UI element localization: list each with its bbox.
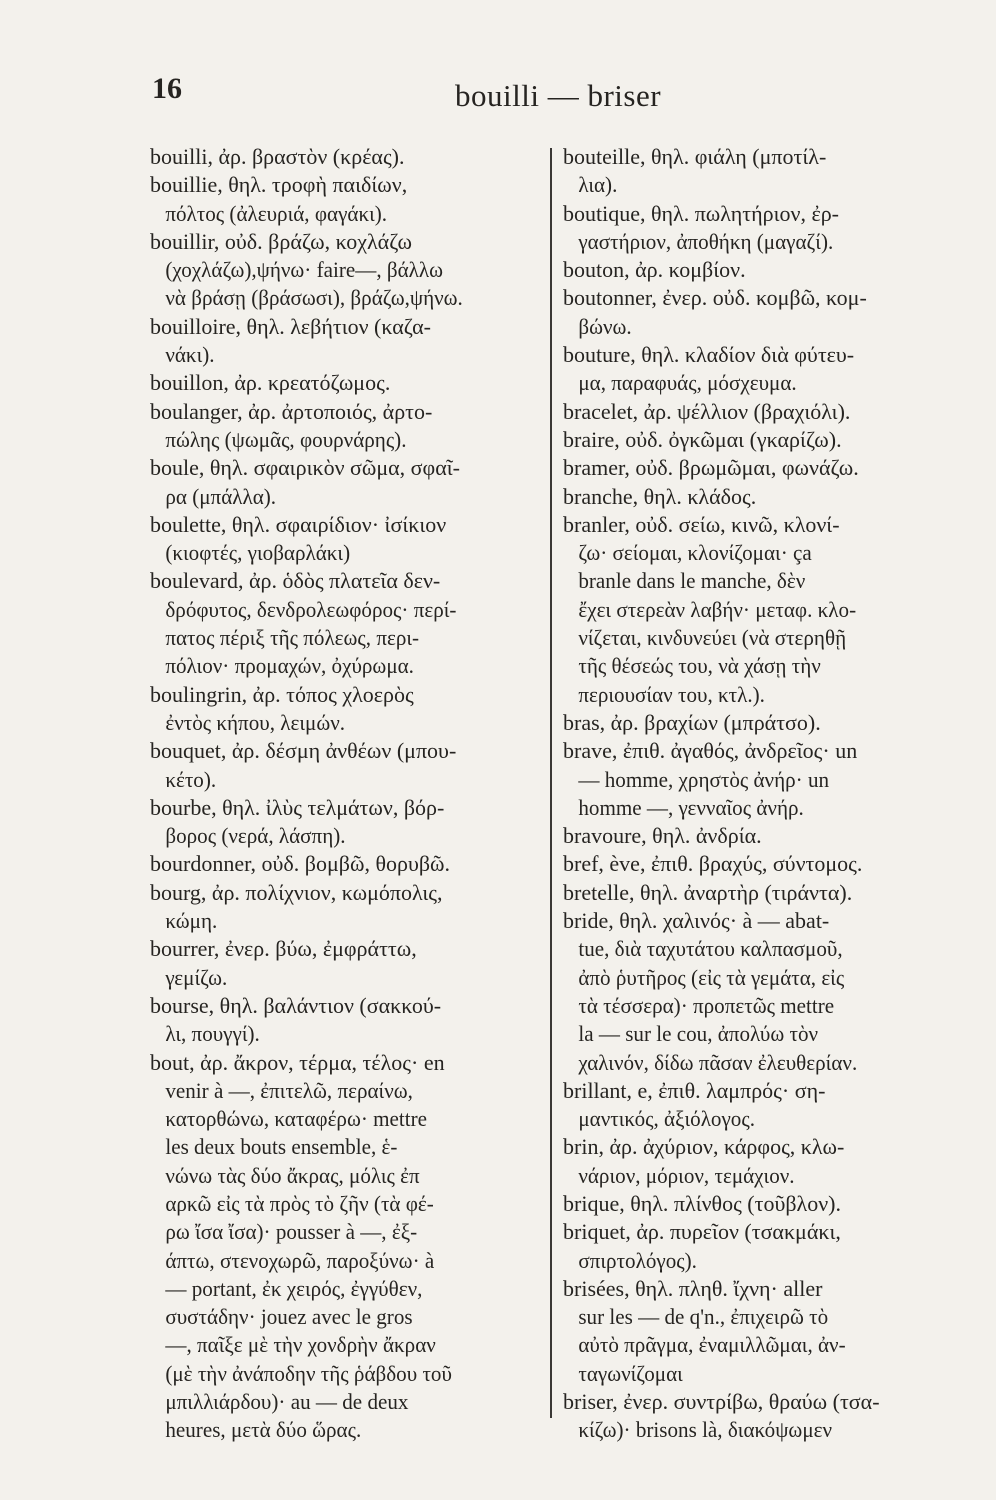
entry-headline: bref, ève, ἐπιθ. βραχύς, σύντομος.: [563, 851, 863, 877]
entry-continuation: μα, παραφυάς, μόσχευμα.: [578, 370, 797, 396]
entry-headline: bracelet, ἀρ. ψέλλιον (βραχιόλι).: [563, 398, 851, 424]
entry-continuation: αὐτὸ πρᾶγμα, ἐναμιλλῶμαι, ἀν-: [578, 1332, 846, 1358]
entry-headline: bras, ἀρ. βραχίων (μπράτσο).: [563, 709, 821, 735]
entry-headline: brin, ἀρ. ἀχύριον, κάρφος, κλω-: [563, 1134, 845, 1160]
entry-continuation: ἀπὸ ῥυτῆρος (εἰς τὰ γεμάτα, εἰς: [578, 964, 845, 990]
dictionary-entry: [563, 907, 953, 1077]
entry-headline: brillant, e, ἐπιθ. λαμπρός· ση-: [563, 1077, 826, 1103]
entry-continuation: branle dans le manche, δὲν: [578, 568, 806, 594]
dictionary-entry: [563, 284, 953, 341]
entry-headline: bouteille, θηλ. φιάλη (μποτίλ-: [563, 144, 827, 169]
entry-continuation: (μὲ τὴν ἀνάποδην τῆς ῥάβδου τοῦ: [165, 1360, 452, 1386]
dictionary-entry: [563, 737, 953, 822]
entry-headline: bouillir, οὐδ. βράζω, κοχλάζω: [150, 228, 413, 254]
entry-continuation: ζω· σείομαι, κλονίζομαι· ça: [578, 540, 812, 566]
entry-continuation: νάκι).: [165, 342, 215, 368]
entry-headline: branler, οὐδ. σείω, κινῶ, κλονί-: [563, 511, 840, 537]
entry-continuation: les deux bouts ensemble, ἑ-: [165, 1134, 398, 1160]
entry-headline: bouillon, ἀρ. κρεατόζωμος.: [150, 370, 391, 396]
dictionary-entry: [150, 992, 540, 1049]
running-head: bouilli — briser: [455, 78, 662, 113]
dictionary-entry: [563, 1133, 953, 1190]
entry-headline: boulanger, ἀρ. ἀρτοποιός, ἀρτο-: [150, 398, 433, 424]
entry-continuation: γεμίζω.: [165, 964, 228, 990]
entry-continuation: heures, μετὰ δύο ὥρας.: [165, 1417, 362, 1443]
entry-headline: bouture, θηλ. κλαδίον διὰ φύτευ-: [563, 342, 855, 368]
entry-headline: bouillie, θηλ. τροφὴ παιδίων,: [150, 172, 408, 198]
entry-headline: briquet, ἀρ. πυρεῖον (τσακμάκι,: [563, 1219, 841, 1245]
right-column: [563, 143, 953, 1445]
dictionary-entry: [150, 1049, 540, 1445]
entry-continuation: περιουσίαν του, κτλ.).: [578, 681, 765, 707]
entry-headline: bourse, θηλ. βαλάντιον (σακκού-: [150, 992, 442, 1018]
dictionary-entry: [563, 341, 953, 398]
dictionary-entry: [150, 567, 540, 680]
entry-headline: bravoure, θηλ. ἀνδρία.: [563, 823, 762, 849]
entry-continuation: πώλης (ψωμᾶς, φουρνάρης).: [165, 426, 407, 452]
entry-continuation: πατος πέριξ τῆς πόλεως, περι-: [165, 625, 420, 651]
page-number: 16: [152, 72, 182, 105]
dictionary-entry: [150, 369, 540, 397]
entry-continuation: νὰ βράσῃ (βράσωσι), βράζω,ψήνω.: [165, 285, 463, 311]
entry-continuation: νάριον, μόριον, τεμάχιον.: [578, 1162, 795, 1188]
entry-headline: bourbe, θηλ. ἰλὺς τελμάτων, βόρ-: [150, 794, 445, 820]
entry-continuation: βορος (νερά, λάσπη).: [165, 823, 346, 849]
dictionary-entry: [563, 426, 953, 454]
entry-headline: bouilli, ἀρ. βραστὸν (κρέας).: [150, 144, 405, 169]
entry-continuation: συστάδην· jouez avec le gros: [165, 1304, 413, 1330]
column-divider: [550, 148, 552, 1418]
entry-headline: bouton, ἀρ. κομβίον.: [563, 257, 746, 283]
dictionary-entry: [150, 737, 540, 794]
entry-headline: brave, ἐπιθ. ἀγαθός, ἀνδρεῖος· un: [563, 738, 858, 764]
dictionary-entry: [563, 850, 953, 878]
entry-continuation: sur les — de q'n., ἐπιχειρῶ τὸ: [578, 1304, 829, 1330]
dictionary-entry: [563, 143, 953, 200]
entry-headline: bourdonner, οὐδ. βομβῶ, θορυβῶ.: [150, 851, 451, 877]
entry-continuation: (χοχλάζω),ψήνω· faire—, βάλλω: [165, 257, 444, 283]
entry-continuation: λι, πουγγί).: [165, 1021, 260, 1047]
dictionary-entry: [150, 228, 540, 313]
dictionary-entry: [150, 143, 540, 171]
entry-headline: boulette, θηλ. σφαιρίδιον· ἰσίκιον: [150, 511, 447, 537]
entry-headline: boutonner, ἐνερ. οὐδ. κομβῶ, κομ-: [563, 285, 867, 311]
dictionary-entry: [563, 200, 953, 257]
entry-continuation: κώμη.: [165, 908, 218, 934]
entry-continuation: κατορθώνω, καταφέρω· mettre: [165, 1106, 428, 1132]
dictionary-entry: [563, 483, 953, 511]
entry-headline: bretelle, θηλ. ἀναρτὴρ (τιράντα).: [563, 879, 853, 905]
entry-continuation: (κιοφτές, γιοβαρλάκι): [165, 540, 351, 566]
entry-continuation: κίζω)· brisons là, διακόψωμεν: [578, 1417, 833, 1443]
dictionary-entry: [150, 879, 540, 936]
dictionary-entry: [563, 454, 953, 482]
entry-continuation: πόλιον· προμαχών, ὀχύρωμα.: [165, 653, 414, 679]
entry-continuation: μαντικός, ἀξιόλογος.: [578, 1106, 755, 1132]
entry-continuation: γαστήριον, ἀποθήκη (μαγαζί).: [578, 228, 834, 254]
dictionary-entry: [563, 511, 953, 709]
dictionary-entry: [150, 313, 540, 370]
entry-continuation: νώνω τὰς δύο ἄκρας, μόλις ἐπ: [165, 1162, 420, 1188]
dictionary-entry: [563, 1190, 953, 1218]
entry-continuation: —, παῖξε μὲ τὴν χονδρὴν ἄκραν: [165, 1332, 436, 1358]
entry-continuation: χαλινόν, δίδω πᾶσαν ἐλευθερίαν.: [578, 1049, 858, 1075]
entry-continuation: αρκῶ εἰς τὰ πρὸς τὸ ζῆν (τὰ φέ-: [165, 1190, 434, 1216]
dictionary-entry: [150, 681, 540, 738]
entry-continuation: ρα (μπάλλα).: [165, 483, 277, 509]
left-column: [150, 143, 540, 1445]
dictionary-entry: [563, 256, 953, 284]
entry-continuation: κέτο).: [165, 766, 217, 792]
dictionary-entry: [563, 1388, 953, 1445]
entry-headline: bramer, οὐδ. βρωμῶμαι, φωνάζω.: [563, 455, 859, 481]
entry-headline: bouquet, ἀρ. δέσμη ἀνθέων (μπου-: [150, 738, 457, 764]
dictionary-entry: [563, 1218, 953, 1275]
dictionary-entry: [563, 398, 953, 426]
dictionary-entry: [150, 935, 540, 992]
dictionary-entry: [563, 709, 953, 737]
entry-headline: briser, ἐνερ. συντρίβω, θραύω (τσα-: [563, 1389, 880, 1415]
entry-continuation: δρόφυτος, δενδρολεωφόρος· περί-: [165, 596, 457, 622]
dictionary-entry: [150, 794, 540, 851]
dictionary-entry: [150, 398, 540, 455]
entry-headline: branche, θηλ. κλάδος.: [563, 483, 757, 509]
entry-continuation: τὰ τέσσερα)· προπετῶς mettre: [578, 992, 835, 1018]
dictionary-entry: [150, 511, 540, 568]
dictionary-entry: [563, 879, 953, 907]
entry-continuation: λια).: [578, 172, 618, 198]
dictionary-entry: [563, 822, 953, 850]
entry-continuation: μπιλλιάρδου)· au — de deux: [165, 1389, 409, 1415]
dictionary-entry: [150, 850, 540, 878]
entry-headline: bourrer, ἐνερ. βύω, ἐμφράττω,: [150, 936, 417, 962]
entry-headline: bout, ἀρ. ἄκρον, τέρμα, τέλος· en: [150, 1049, 445, 1075]
entry-continuation: — homme, χρηστὸς ἀνήρ· un: [578, 766, 830, 792]
entry-headline: braire, οὐδ. ὀγκῶμαι (γκαρίζω).: [563, 426, 842, 452]
entry-headline: boulevard, ἀρ. ὁδὸς πλατεῖα δεν-: [150, 568, 441, 594]
entry-continuation: venir à —, ἐπιτελῶ, περαίνω,: [165, 1077, 413, 1103]
entry-headline: boutique, θηλ. πωλητήριον, ἐρ-: [563, 200, 839, 226]
entry-continuation: la — sur le cou, ἀπολύω τὸν: [578, 1021, 819, 1047]
entry-continuation: πόλτος (ἀλευριά, φαγάκι).: [165, 200, 388, 226]
entry-continuation: τῆς θέσεώς του, νὰ χάσῃ τὴν: [578, 653, 821, 679]
entry-continuation: tue, διὰ ταχυτάτου καλπασμοῦ,: [578, 936, 843, 962]
entry-continuation: σπιρτολόγος).: [578, 1247, 697, 1273]
entry-continuation: ἔχει στερεὰν λαβήν· μεταφ. κλο-: [578, 596, 857, 622]
dictionary-entry: [150, 454, 540, 511]
entry-headline: boulingrin, ἀρ. τόπος χλοερὸς: [150, 681, 414, 707]
entry-continuation: βώνω.: [578, 313, 632, 339]
entry-continuation: άπτω, στενοχωρῶ, παροξύνω· à: [165, 1247, 435, 1273]
entry-headline: bouilloire, θηλ. λεβήτιον (καζα-: [150, 313, 431, 339]
entry-headline: brique, θηλ. πλίνθος (τοῦβλον).: [563, 1190, 841, 1216]
entry-continuation: ταγωνίζομαι: [578, 1360, 683, 1386]
entry-continuation: ρω ἴσα ἴσα)· pousser à —, ἐξ-: [165, 1219, 418, 1245]
entry-headline: bride, θηλ. χαλινός· à — abat-: [563, 908, 830, 934]
entry-continuation: homme —, γενναῖος ἀνήρ.: [578, 794, 804, 820]
entry-continuation: — portant, ἐκ χειρός, ἐγγύθεν,: [165, 1275, 423, 1301]
dictionary-entry: [150, 171, 540, 228]
entry-headline: bourg, ἀρ. πολίχνιον, κωμόπολις,: [150, 879, 443, 905]
entry-continuation: νίζεται, κινδυνεύει (νὰ στερηθῇ: [578, 625, 847, 651]
dictionary-entry: [563, 1275, 953, 1388]
entry-headline: boule, θηλ. σφαιρικὸν σῶμα, σφαῖ-: [150, 455, 461, 481]
entry-continuation: ἐντὸς κήπου, λειμών.: [165, 709, 346, 735]
dictionary-entry: [563, 1077, 953, 1134]
entry-headline: brisées, θηλ. πληθ. ἴχνη· aller: [563, 1275, 823, 1301]
